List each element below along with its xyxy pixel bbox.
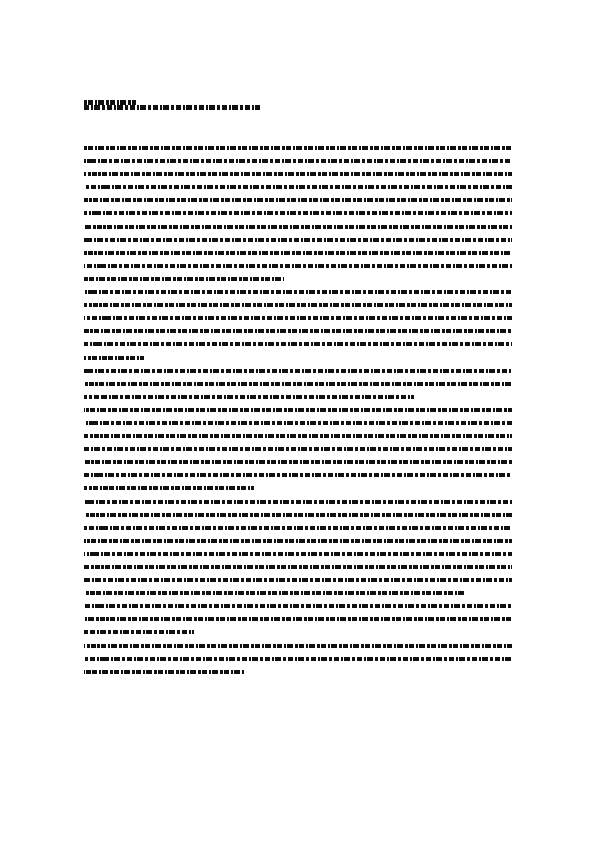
paragraph: [84, 604, 512, 634]
text-line: [84, 604, 512, 608]
text-line: [84, 473, 512, 477]
paragraph: [84, 500, 512, 596]
text-line: [84, 421, 512, 425]
text-line: [84, 369, 512, 373]
text-line: [84, 356, 144, 360]
paragraph: [84, 408, 512, 491]
text-line: [84, 342, 512, 346]
paragraph: [84, 290, 512, 359]
text-line: [84, 316, 512, 320]
paragraph: [84, 369, 512, 399]
text-line: [84, 159, 512, 163]
text-line: [84, 539, 512, 543]
document-header: [84, 100, 524, 110]
text-line: [84, 434, 512, 438]
text-line: [84, 565, 512, 569]
text-line: [84, 408, 512, 412]
text-line: [84, 185, 512, 189]
text-line: [84, 277, 284, 281]
text-line: [84, 670, 244, 674]
text-line: [84, 460, 512, 464]
header-line-subtitle: [84, 105, 260, 110]
text-line: [84, 630, 194, 634]
text-line: [84, 382, 512, 386]
text-line: [84, 526, 512, 530]
text-line: [84, 251, 512, 255]
text-line: [84, 513, 512, 517]
paragraph: [84, 644, 512, 674]
text-line: [84, 225, 512, 229]
text-line: [84, 146, 512, 150]
text-line: [84, 578, 512, 582]
text-line: [84, 211, 512, 215]
text-line: [84, 172, 512, 176]
text-line: [84, 290, 512, 294]
text-line: [84, 617, 512, 621]
text-line: [84, 238, 512, 242]
paragraph: [84, 146, 512, 281]
text-line: [84, 303, 512, 307]
document-body: [84, 142, 512, 683]
text-line: [84, 500, 512, 504]
text-line: [84, 657, 512, 661]
text-line: [84, 591, 464, 595]
text-line: [84, 329, 512, 333]
text-line: [84, 264, 512, 268]
text-line: [84, 395, 414, 399]
text-line: [84, 198, 512, 202]
text-line: [84, 644, 512, 648]
text-line: [84, 447, 512, 451]
text-line: [84, 552, 512, 556]
text-line: [84, 486, 254, 490]
